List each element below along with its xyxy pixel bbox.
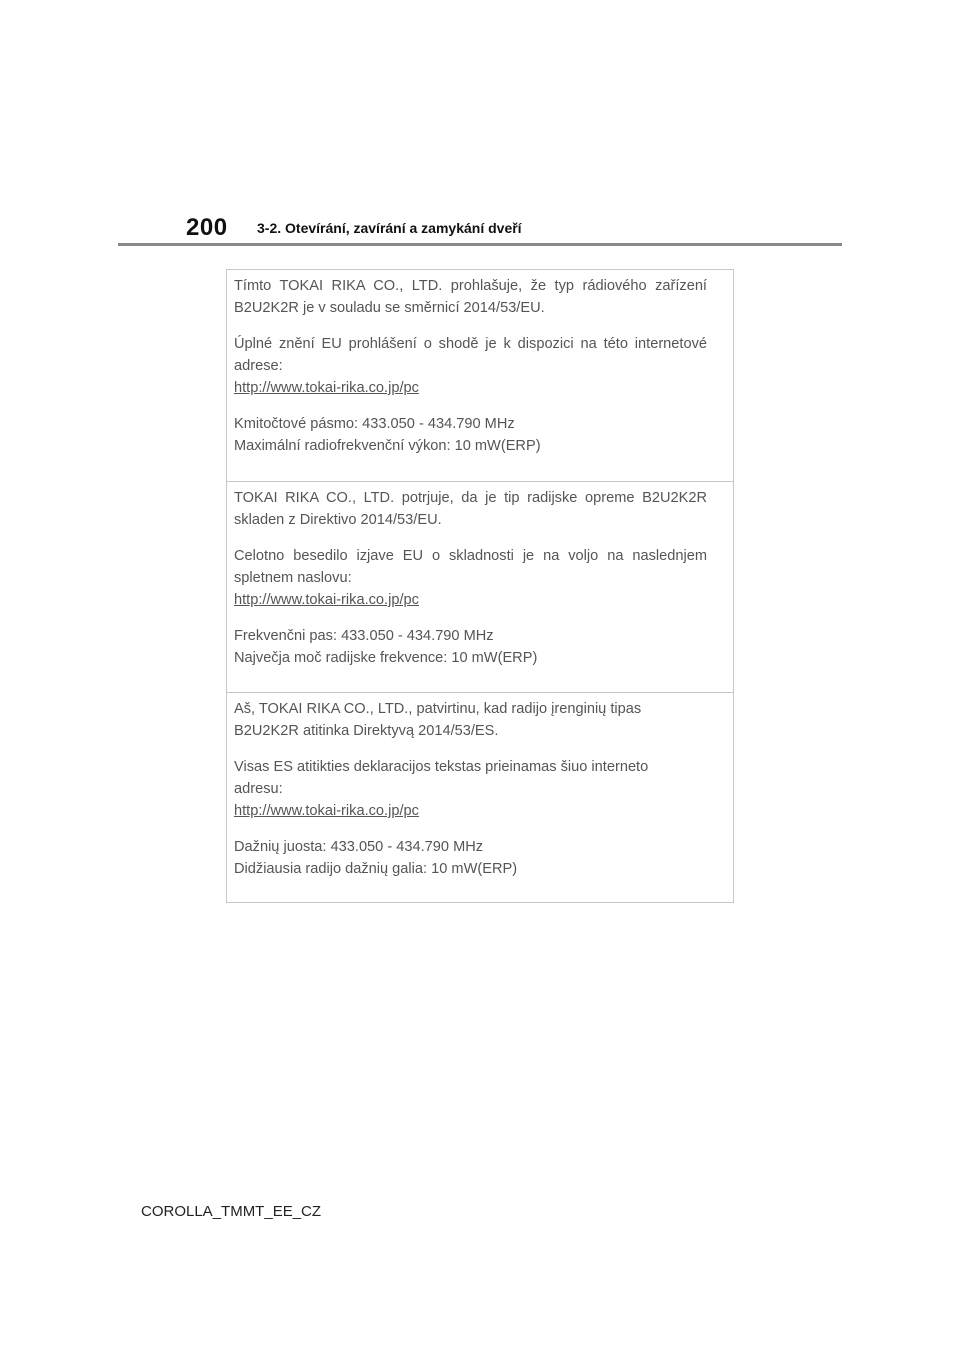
declaration-statement: Tímto TOKAI RIKA CO., LTD. prohlašuje, že typ rádiového zařízení B2U2K2R je v souladu se směrnicí 2014/53/EU. [234, 278, 707, 316]
declaration-statement-line-2: B2U2K2R atitinka Direktyvą 2014/53/ES. [234, 723, 499, 739]
full-text-note: Úplné znění EU prohlášení o shodě je k dispozici na této internetové adrese: [234, 336, 707, 374]
full-text-note: Celotno besedilo izjave EU o skladnosti je na voljo na naslednjem spletnem naslovu: [234, 548, 707, 586]
declaration-url-link[interactable]: http://www.tokai-rika.co.jp/pc [234, 592, 419, 608]
frequency-band: Dažnių juosta: 433.050 - 434.790 MHz [234, 839, 484, 855]
header-divider [118, 243, 842, 246]
frequency-band: Frekvenčni pas: 433.050 - 434.790 MHz [234, 628, 494, 644]
page-number: 200 [186, 214, 228, 241]
max-power: Didžiausia radijo dažnių galia: 10 mW(ERP) [234, 861, 518, 877]
declaration-lithuanian [227, 692, 733, 903]
declaration-slovenian [227, 481, 733, 692]
page-header [0, 0, 960, 250]
frequency-band: Kmitočtové pásmo: 433.050 - 434.790 MHz [234, 416, 515, 432]
max-power: Največja moč radijske frekvence: 10 mW(ERP) [234, 650, 538, 666]
declaration-box [226, 269, 734, 903]
declaration-url-link[interactable]: http://www.tokai-rika.co.jp/pc [234, 380, 419, 396]
full-text-note-line-1: Visas ES atitikties deklaracijos tekstas prieinamas šiuo interneto [234, 759, 649, 775]
document-code: COROLLA_TMMT_EE_CZ [141, 1203, 322, 1220]
declaration-statement-line-1: Aš, TOKAI RIKA CO., LTD., patvirtinu, kad radijo įrenginių tipas [234, 701, 642, 717]
declaration-url-link[interactable]: http://www.tokai-rika.co.jp/pc [234, 803, 419, 819]
max-power: Maximální radiofrekvenční výkon: 10 mW(ERP) [234, 438, 541, 454]
full-text-note-line-2: adresu: [234, 781, 283, 797]
section-title: 3-2. Otevírání, zavírání a zamykání dveří [257, 220, 522, 236]
declaration-statement: TOKAI RIKA CO., LTD. potrjuje, da je tip radijske opreme B2U2K2R skladen z Direktivo 2014/53/EU. [234, 490, 707, 528]
declaration-czech [227, 270, 733, 481]
